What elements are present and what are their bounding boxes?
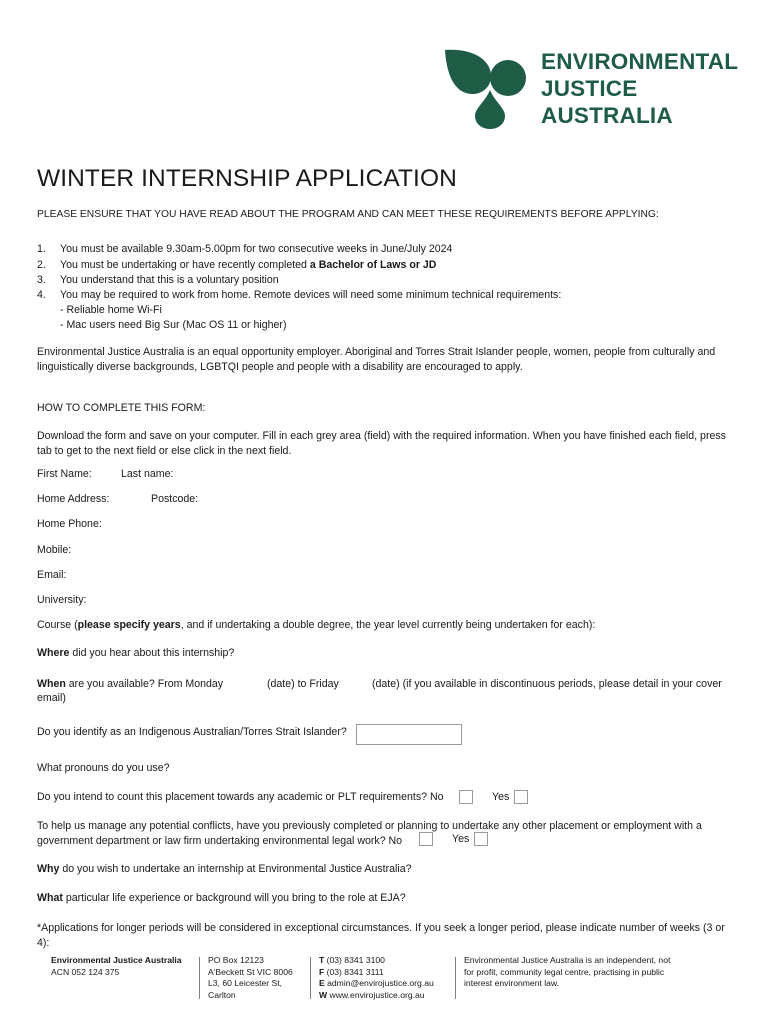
req-num-4: 4. [37, 289, 46, 301]
when-to-friday: (date) to Friday [267, 678, 339, 690]
longer-periods-note: *Applications for longer periods will be considered in exceptional circumstances. If you seek a longer period, please indicate number of weeks (3 or 4): [37, 922, 725, 949]
footer-address-line: PO Box 12123 [208, 955, 264, 965]
indigenous-field[interactable] [356, 724, 462, 745]
where-text: did you hear about this internship? [69, 647, 235, 659]
footer-about-line: for profit, community legal centre, practising in public [464, 966, 665, 977]
why-text: do you wish to undertake an internship at Environmental Justice Australia? [59, 863, 412, 875]
footer-about-line: interest environment law. [464, 978, 560, 988]
logo-line-2: JUSTICE [541, 76, 638, 101]
what-text: particular life experience or background will you bring to the role at EJA? [62, 892, 406, 904]
footer-contact-key: W [319, 989, 328, 1000]
home-address-label: Home Address: [37, 493, 110, 505]
footer-acn: ACN 052 124 375 [51, 966, 120, 977]
university-label: University: [37, 594, 87, 606]
footer-org-name: Environmental Justice Australia [51, 955, 182, 965]
equal-opportunity-text: Environmental Justice Australia is an equal opportunity employer. Aboriginal and Torres Strait Islander people, women, people from culturally and linguistically diverse backgrounds, LGBTQI people and people with a disability are encouraged to apply. [37, 346, 716, 373]
footer-contact-value: (03) 8341 3111 [324, 966, 384, 977]
footer-about [464, 955, 670, 990]
what-bold: What [37, 892, 63, 904]
req-text-1: You must be available 9.30am-5.00pm for two consecutive weeks in June/July 2024 [60, 243, 453, 255]
footer-org [51, 955, 182, 978]
footer-contact-key: F [319, 966, 325, 977]
footer-fax [319, 967, 434, 979]
notice-text: PLEASE ENSURE THAT YOU HAVE READ ABOUT THE PROGRAM AND CAN MEET THESE REQUIREMENTS BEFORE APPLYING: [37, 209, 659, 220]
course-label [37, 618, 595, 633]
footer-contact-value: (03) 8341 3100 [324, 955, 385, 965]
course-post: , and if undertaking a double degree, the year level currently being undertaken for each): [180, 619, 596, 631]
when-discontinuous: (date) (if you available in discontinuous periods, please detail in your cover [372, 678, 722, 690]
footer-divider-1 [199, 957, 200, 999]
conflict-no-checkbox[interactable] [419, 832, 433, 846]
page-title: WINTER INTERNSHIP APPLICATION [37, 165, 457, 192]
mobile-label: Mobile: [37, 544, 72, 556]
pronouns-question: What pronouns do you use? [37, 762, 170, 774]
req-num-3: 3. [37, 274, 46, 286]
course-bold: please specify years [77, 619, 181, 631]
how-text: Download the form and save on your computer. Fill in each grey area (field) with the required information. When you have finished each field, press tab to get to the next field or else click in the next field. [37, 430, 726, 457]
count-yes-label: Yes [492, 791, 510, 803]
tech-req-1: - Reliable home Wi-Fi [60, 304, 162, 316]
why-question [37, 862, 412, 877]
why-bold: Why [37, 863, 60, 875]
indigenous-question: Do you identify as an Indigenous Australian/Torres Strait Islander? [37, 726, 347, 738]
footer-address-line: A'Beckett St VIC 8006 [208, 966, 293, 977]
footer-contact-value[interactable]: admin@envirojustice.org.au [324, 978, 434, 988]
logo-line-3: AUSTRALIA [541, 103, 673, 128]
when-bold: When [37, 678, 66, 690]
footer-contact [319, 955, 434, 1001]
where-question [37, 646, 234, 661]
last-name-label: Last name: [121, 468, 174, 480]
footer-about-line: Environmental Justice Australia is an independent, not [464, 955, 671, 965]
conflict-yes-checkbox[interactable] [474, 832, 488, 846]
leaf-drops-icon [443, 46, 533, 130]
footer-divider-2 [310, 957, 311, 999]
footer-web[interactable] [319, 990, 434, 1002]
tech-req-2: - Mac users need Big Sur (Mac OS 11 or higher) [60, 319, 287, 331]
first-name-label: First Name: [37, 468, 92, 480]
logo-line-1: ENVIRONMENTAL [541, 49, 739, 74]
conflict-yes-label: Yes [452, 833, 470, 845]
req-num-1: 1. [37, 243, 46, 255]
req-text-4: You may be required to work from home. Remote devices will need some minimum technical requirements: [60, 289, 562, 301]
footer-address-line: Carlton [208, 989, 236, 1000]
when-email: email) [37, 692, 66, 704]
count-yes-checkbox[interactable] [514, 790, 528, 804]
footer-contact-key: T [319, 955, 325, 965]
footer-phone [319, 955, 434, 967]
footer-contact-value[interactable]: www.envirojustice.org.au [327, 989, 425, 1000]
course-pre: Course ( [37, 619, 78, 631]
logo-wordmark [541, 48, 738, 129]
home-phone-label: Home Phone: [37, 518, 102, 530]
email-label: Email: [37, 569, 67, 581]
req-text-2-bold: a Bachelor of Laws or JD [309, 259, 437, 271]
count-no-checkbox[interactable] [459, 790, 473, 804]
conflict-question: To help us manage any potential conflicts, have you previously completed or planning to undertake any other placement or employment with a government department or law firm undertaking environmental legal work? No [37, 820, 702, 847]
footer-address-line: L3, 60 Leicester St, [208, 978, 283, 988]
req-text-3: You understand that this is a voluntary position [60, 274, 279, 286]
eja-logo [443, 46, 739, 130]
footer-contact-key: E [319, 978, 325, 988]
req-text-2-plain: You must be undertaking or have recently completed [60, 259, 310, 271]
count-question: Do you intend to count this placement towards any academic or PLT requirements? No [37, 791, 444, 803]
where-bold: Where [37, 647, 70, 659]
footer-divider-3 [455, 957, 456, 999]
when-text-1: are you available? From Monday [65, 678, 224, 690]
req-num-2: 2. [37, 259, 46, 271]
how-heading: HOW TO COMPLETE THIS FORM: [37, 402, 206, 414]
when-question [37, 677, 223, 692]
footer-address [208, 955, 293, 1001]
what-question [37, 891, 406, 906]
postcode-label: Postcode: [151, 493, 199, 505]
footer-email[interactable] [319, 978, 434, 990]
req-text-2 [60, 258, 436, 273]
